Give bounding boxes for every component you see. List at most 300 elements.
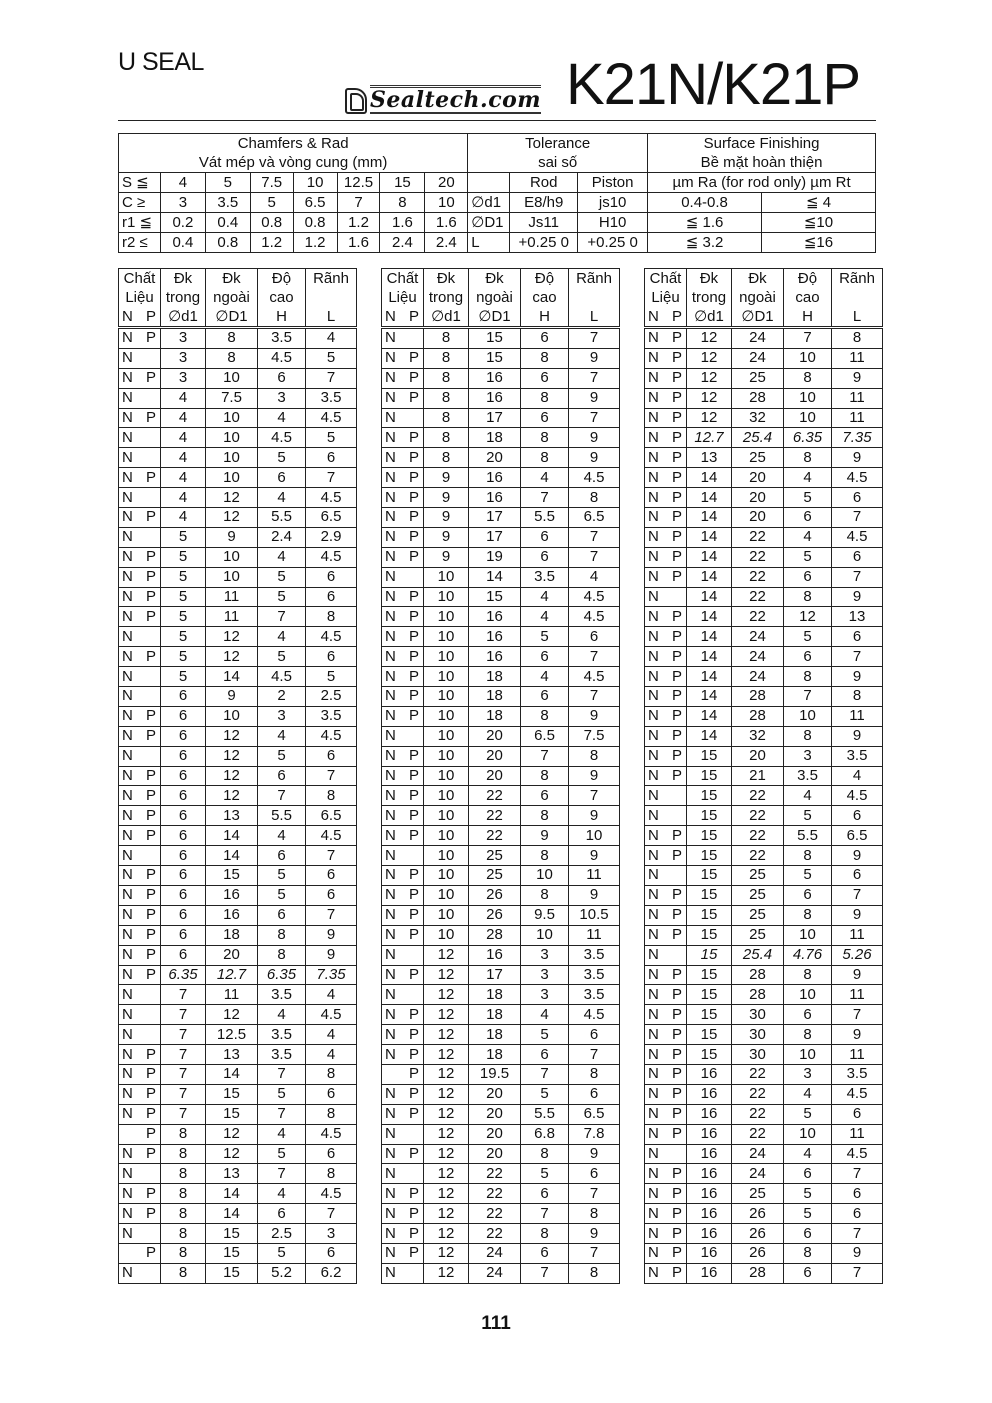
material-n: N bbox=[385, 1085, 396, 1103]
table-row bbox=[119, 866, 357, 886]
groove-length: 7 bbox=[569, 786, 620, 806]
material-n: N bbox=[122, 985, 133, 1003]
inner-diameter: 6.35 bbox=[161, 965, 206, 985]
l-header: Rãnh bbox=[832, 269, 883, 289]
logo-text: Sealtech.com bbox=[370, 87, 542, 113]
table-row bbox=[382, 806, 620, 826]
groove-length: 7 bbox=[569, 408, 620, 428]
groove-length: 4 bbox=[306, 328, 357, 349]
outer-diameter: 28 bbox=[732, 706, 784, 726]
outer-diameter: 12 bbox=[206, 1005, 258, 1025]
outer-diameter: 8 bbox=[206, 348, 258, 368]
outer-diameter: 9 bbox=[206, 527, 258, 547]
outer-diameter: 16 bbox=[469, 468, 521, 488]
height: 4 bbox=[521, 468, 569, 488]
material-cell bbox=[645, 567, 687, 587]
inner-diameter: 10 bbox=[424, 607, 469, 627]
table-row bbox=[119, 428, 357, 448]
inner-diameter: 15 bbox=[687, 925, 732, 945]
size-table-1 bbox=[118, 268, 357, 1284]
header-divider bbox=[118, 120, 876, 121]
material-cell bbox=[119, 945, 161, 965]
inner-diameter: 14 bbox=[687, 567, 732, 587]
inner-diameter: 15 bbox=[687, 866, 732, 886]
table-row bbox=[645, 627, 883, 647]
outer-diameter: 15 bbox=[469, 348, 521, 368]
inner-diameter: 12 bbox=[424, 1184, 469, 1204]
table-row bbox=[119, 607, 357, 627]
material-cell bbox=[119, 508, 161, 528]
outer-diameter: 24 bbox=[732, 1144, 784, 1164]
material-n: N bbox=[122, 786, 133, 804]
height: 6 bbox=[521, 687, 569, 707]
material-p: P bbox=[671, 767, 682, 785]
height: 7 bbox=[258, 607, 306, 627]
height: 4 bbox=[258, 826, 306, 846]
surface-rt-value: ≦16 bbox=[762, 233, 876, 253]
height: 6.35 bbox=[784, 428, 832, 448]
height: 8 bbox=[784, 587, 832, 607]
table-row bbox=[119, 1124, 357, 1144]
outer-diameter: 19.5 bbox=[469, 1064, 521, 1084]
material-p: P bbox=[145, 548, 156, 566]
height: 4 bbox=[521, 667, 569, 687]
height: 5.5 bbox=[521, 1104, 569, 1124]
groove-length: 4 bbox=[832, 766, 883, 786]
d1-header: Đk bbox=[424, 269, 469, 289]
inner-diameter: 9 bbox=[424, 468, 469, 488]
height: 2.4 bbox=[258, 527, 306, 547]
height: 8 bbox=[784, 965, 832, 985]
outer-diameter: 22 bbox=[732, 806, 784, 826]
table-row bbox=[382, 368, 620, 388]
groove-length: 6 bbox=[832, 806, 883, 826]
outer-diameter: 12 bbox=[206, 746, 258, 766]
groove-length: 7 bbox=[832, 647, 883, 667]
groove-length: 11 bbox=[832, 1124, 883, 1144]
table-row bbox=[645, 746, 883, 766]
inner-diameter: 10 bbox=[424, 786, 469, 806]
height: 6 bbox=[521, 527, 569, 547]
material-n: N bbox=[648, 647, 659, 665]
material-n: N bbox=[648, 1025, 659, 1043]
height: 4 bbox=[258, 1124, 306, 1144]
table-row bbox=[645, 806, 883, 826]
height: 7 bbox=[258, 1064, 306, 1084]
material-p: P bbox=[145, 886, 156, 904]
material-cell bbox=[645, 1045, 687, 1065]
material-n: N bbox=[122, 965, 133, 983]
table-row bbox=[645, 687, 883, 707]
table-row bbox=[382, 1144, 620, 1164]
outer-diameter: 12 bbox=[206, 508, 258, 528]
table-row bbox=[119, 1025, 357, 1045]
chamfer-value: 5 bbox=[205, 173, 250, 193]
material-p: P bbox=[408, 1085, 419, 1103]
inner-diameter: 15 bbox=[687, 965, 732, 985]
material-n: N bbox=[385, 568, 396, 586]
groove-length: 6.5 bbox=[306, 806, 357, 826]
sealtech-logo-icon bbox=[345, 88, 367, 114]
groove-length: 6 bbox=[306, 567, 357, 587]
material-p: P bbox=[408, 1184, 419, 1202]
material-n: N bbox=[122, 1045, 133, 1063]
material-cell bbox=[382, 826, 424, 846]
tolerance-value: H10 bbox=[578, 213, 648, 233]
height: 4.5 bbox=[258, 428, 306, 448]
material-n: N bbox=[385, 866, 396, 884]
column-header-row bbox=[382, 307, 620, 328]
groove-length: 8 bbox=[306, 786, 357, 806]
table-row bbox=[382, 687, 620, 707]
material-n: N bbox=[122, 1144, 133, 1162]
material-n: N bbox=[122, 806, 133, 824]
model-title: K21N/K21P bbox=[566, 52, 861, 117]
height: 8 bbox=[521, 348, 569, 368]
material-p: P bbox=[671, 428, 682, 446]
material-cell bbox=[645, 746, 687, 766]
outer-diameter: 22 bbox=[469, 1184, 521, 1204]
material-n: N bbox=[385, 409, 396, 426]
d1-header: trong bbox=[687, 288, 732, 307]
material-cell bbox=[119, 1064, 161, 1084]
material-cell bbox=[119, 687, 161, 707]
material-n: N bbox=[648, 468, 659, 486]
material-n: N bbox=[385, 627, 396, 645]
material-p: P bbox=[408, 1224, 419, 1242]
inner-diameter: 10 bbox=[424, 746, 469, 766]
inner-diameter: 10 bbox=[424, 905, 469, 925]
outer-diameter: 22 bbox=[732, 786, 784, 806]
material-cell bbox=[382, 726, 424, 746]
inner-diameter: 6 bbox=[161, 866, 206, 886]
table-row bbox=[119, 1243, 357, 1263]
outer-diameter: 12 bbox=[206, 786, 258, 806]
outer-diameter: 16 bbox=[206, 885, 258, 905]
outer-diameter: 13 bbox=[206, 1045, 258, 1065]
outer-diameter: 22 bbox=[732, 1104, 784, 1124]
outer-diameter: 22 bbox=[732, 1064, 784, 1084]
inner-diameter: 8 bbox=[424, 368, 469, 388]
chamfer-value: 2.4 bbox=[425, 233, 468, 253]
material-code-header: P bbox=[671, 308, 682, 325]
material-p: P bbox=[408, 926, 419, 944]
d1-header: ∅D1 bbox=[732, 307, 784, 328]
inner-diameter: 5 bbox=[161, 647, 206, 667]
groove-length: 6 bbox=[832, 547, 883, 567]
table-row bbox=[119, 627, 357, 647]
inner-diameter: 10 bbox=[424, 667, 469, 687]
h-header: Độ bbox=[521, 269, 569, 289]
groove-length: 3.5 bbox=[306, 388, 357, 408]
inner-diameter: 16 bbox=[687, 1164, 732, 1184]
material-cell bbox=[645, 667, 687, 687]
table-row bbox=[119, 786, 357, 806]
material-cell bbox=[119, 905, 161, 925]
height: 8 bbox=[521, 388, 569, 408]
material-cell bbox=[645, 647, 687, 667]
table-row bbox=[382, 1164, 620, 1184]
spec-row bbox=[119, 233, 876, 253]
material-n: N bbox=[648, 369, 659, 387]
inner-diameter: 10 bbox=[424, 706, 469, 726]
outer-diameter: 12 bbox=[206, 647, 258, 667]
table-row bbox=[119, 508, 357, 528]
material-n: N bbox=[385, 926, 396, 944]
size-table-3 bbox=[644, 268, 883, 1284]
material-cell bbox=[645, 388, 687, 408]
material-cell bbox=[645, 965, 687, 985]
material-cell bbox=[645, 547, 687, 567]
material-p: P bbox=[408, 687, 419, 705]
height: 7 bbox=[521, 1064, 569, 1084]
outer-diameter: 24 bbox=[732, 1164, 784, 1184]
height: 8 bbox=[784, 368, 832, 388]
table-row bbox=[119, 567, 357, 587]
inner-diameter: 14 bbox=[687, 547, 732, 567]
material-cell bbox=[645, 766, 687, 786]
groove-length: 3.5 bbox=[569, 945, 620, 965]
material-p: P bbox=[408, 389, 419, 407]
material-n: N bbox=[648, 428, 659, 446]
surface-subtitle: Bề mặt hoàn thiện bbox=[700, 154, 823, 171]
material-n: N bbox=[385, 468, 396, 486]
material-cell bbox=[645, 806, 687, 826]
groove-length: 7 bbox=[306, 766, 357, 786]
height: 3 bbox=[258, 706, 306, 726]
groove-length: 11 bbox=[832, 388, 883, 408]
table-row bbox=[119, 706, 357, 726]
table-row bbox=[382, 627, 620, 647]
material-n: N bbox=[648, 965, 659, 983]
height: 5 bbox=[784, 488, 832, 508]
groove-length: 7 bbox=[569, 527, 620, 547]
material-p: P bbox=[671, 906, 682, 924]
height: 10 bbox=[784, 706, 832, 726]
material-n: N bbox=[648, 1264, 659, 1282]
groove-length: 6 bbox=[569, 627, 620, 647]
inner-diameter: 15 bbox=[687, 746, 732, 766]
height: 6 bbox=[521, 647, 569, 667]
height: 10 bbox=[784, 348, 832, 368]
material-p: P bbox=[145, 965, 156, 983]
outer-diameter: 22 bbox=[732, 547, 784, 567]
groove-length: 3.5 bbox=[569, 965, 620, 985]
height: 10 bbox=[521, 866, 569, 886]
material-cell bbox=[382, 905, 424, 925]
material-n: N bbox=[648, 389, 659, 407]
inner-diameter: 6 bbox=[161, 846, 206, 866]
groove-length: 7 bbox=[832, 885, 883, 905]
material-n: N bbox=[385, 727, 396, 745]
table-row bbox=[382, 567, 620, 587]
tolerance-label bbox=[468, 173, 510, 193]
height: 4 bbox=[258, 408, 306, 428]
groove-length: 10 bbox=[569, 826, 620, 846]
outer-diameter: 26 bbox=[469, 885, 521, 905]
groove-length: 4 bbox=[306, 1045, 357, 1065]
material-p: P bbox=[408, 886, 419, 904]
outer-diameter: 12 bbox=[206, 1124, 258, 1144]
table-row bbox=[382, 1104, 620, 1124]
height: 5 bbox=[258, 746, 306, 766]
height: 7 bbox=[258, 1104, 306, 1124]
table-row bbox=[645, 726, 883, 746]
surface-header-units: µm Ra (for rod only) µm Rt bbox=[648, 173, 876, 193]
material-cell bbox=[645, 1084, 687, 1104]
table-row bbox=[119, 746, 357, 766]
inner-diameter: 6 bbox=[161, 905, 206, 925]
material-n: N bbox=[648, 946, 659, 964]
height: 8 bbox=[784, 905, 832, 925]
height: 5 bbox=[258, 647, 306, 667]
material-code-header: N bbox=[648, 308, 659, 325]
table-row bbox=[645, 965, 883, 985]
chamfer-value: 1.6 bbox=[337, 233, 380, 253]
groove-length: 9 bbox=[306, 925, 357, 945]
inner-diameter: 10 bbox=[424, 587, 469, 607]
inner-diameter: 12 bbox=[424, 1224, 469, 1244]
h-header: H bbox=[521, 307, 569, 328]
material-n: N bbox=[122, 687, 133, 705]
height: 5.5 bbox=[258, 806, 306, 826]
table-row bbox=[645, 985, 883, 1005]
material-header bbox=[119, 307, 161, 328]
d1-header: ngoài bbox=[469, 288, 521, 307]
height: 10 bbox=[784, 1124, 832, 1144]
outer-diameter: 26 bbox=[732, 1204, 784, 1224]
height: 7 bbox=[521, 488, 569, 508]
material-cell bbox=[645, 1064, 687, 1084]
groove-length: 6 bbox=[306, 885, 357, 905]
groove-length: 8 bbox=[569, 746, 620, 766]
outer-diameter: 20 bbox=[469, 1124, 521, 1144]
material-n: N bbox=[122, 1164, 133, 1182]
height: 4 bbox=[784, 468, 832, 488]
surface-ra-value: 0.4-0.8 bbox=[648, 193, 762, 213]
material-n: N bbox=[385, 329, 396, 347]
material-cell bbox=[119, 826, 161, 846]
outer-diameter: 24 bbox=[732, 667, 784, 687]
outer-diameter: 16 bbox=[206, 905, 258, 925]
outer-diameter: 16 bbox=[469, 488, 521, 508]
groove-length: 9 bbox=[569, 1144, 620, 1164]
groove-length: 3.5 bbox=[306, 706, 357, 726]
groove-length: 8 bbox=[569, 1064, 620, 1084]
table-row bbox=[645, 468, 883, 488]
material-p: P bbox=[145, 1184, 156, 1202]
chamfer-value: 3.5 bbox=[205, 193, 250, 213]
inner-diameter: 12 bbox=[424, 1164, 469, 1184]
material-header: Liệu bbox=[645, 288, 687, 307]
material-cell bbox=[382, 388, 424, 408]
chamfer-value: 0.8 bbox=[250, 213, 293, 233]
material-p: P bbox=[408, 965, 419, 983]
d1-header: Đk bbox=[732, 269, 784, 289]
material-n: N bbox=[648, 1105, 659, 1123]
material-n: N bbox=[648, 329, 659, 347]
material-n: N bbox=[648, 727, 659, 745]
chamfer-value: 7.5 bbox=[250, 173, 293, 193]
groove-length: 8 bbox=[569, 488, 620, 508]
material-cell bbox=[119, 885, 161, 905]
outer-diameter: 28 bbox=[469, 925, 521, 945]
table-row bbox=[382, 1025, 620, 1045]
material-p: P bbox=[671, 727, 682, 745]
material-n: N bbox=[648, 409, 659, 426]
material-cell bbox=[382, 348, 424, 368]
tolerance-label: ∅d1 bbox=[468, 193, 510, 213]
material-cell bbox=[382, 1025, 424, 1045]
outer-diameter: 10 bbox=[206, 428, 258, 448]
material-n: N bbox=[648, 508, 659, 526]
height: 6 bbox=[784, 1005, 832, 1025]
material-n: N bbox=[122, 707, 133, 725]
tolerance-subtitle: sai số bbox=[538, 154, 578, 171]
d1-header: trong bbox=[424, 288, 469, 307]
height: 3 bbox=[784, 1064, 832, 1084]
outer-diameter: 12 bbox=[206, 488, 258, 508]
table-row bbox=[382, 667, 620, 687]
material-cell bbox=[645, 846, 687, 866]
height: 8 bbox=[258, 945, 306, 965]
material-n: N bbox=[648, 1125, 659, 1143]
groove-length: 4.5 bbox=[569, 587, 620, 607]
material-n: N bbox=[122, 448, 133, 466]
inner-diameter: 12 bbox=[424, 1124, 469, 1144]
material-n: N bbox=[648, 985, 659, 1003]
outer-diameter: 20 bbox=[732, 488, 784, 508]
table-row bbox=[645, 1204, 883, 1224]
height: 7 bbox=[521, 1204, 569, 1224]
height: 10 bbox=[784, 388, 832, 408]
table-row bbox=[645, 1224, 883, 1244]
chamfer-value: 8 bbox=[380, 193, 425, 213]
material-cell bbox=[119, 786, 161, 806]
table-row bbox=[382, 826, 620, 846]
inner-diameter: 7 bbox=[161, 1104, 206, 1124]
table-row bbox=[645, 567, 883, 587]
material-cell bbox=[645, 348, 687, 368]
groove-length: 7 bbox=[569, 368, 620, 388]
d1-header: ngoài bbox=[732, 288, 784, 307]
material-n: N bbox=[648, 866, 659, 884]
material-cell bbox=[382, 965, 424, 985]
material-p: P bbox=[671, 1045, 682, 1063]
column-header-row bbox=[382, 288, 620, 307]
material-n: N bbox=[122, 349, 133, 367]
table-row bbox=[645, 846, 883, 866]
material-n: N bbox=[385, 1204, 396, 1222]
material-cell bbox=[382, 607, 424, 627]
inner-diameter: 10 bbox=[424, 567, 469, 587]
material-p: P bbox=[671, 1244, 682, 1262]
material-n: N bbox=[385, 448, 396, 466]
table-row bbox=[645, 1005, 883, 1025]
material-cell bbox=[645, 1025, 687, 1045]
height: 7 bbox=[784, 328, 832, 349]
h-header: cao bbox=[521, 288, 569, 307]
chamfer-value: 1.2 bbox=[293, 233, 337, 253]
material-n: N bbox=[385, 647, 396, 665]
material-cell bbox=[645, 488, 687, 508]
material-cell bbox=[119, 448, 161, 468]
chamfer-value: 20 bbox=[425, 173, 468, 193]
material-p: P bbox=[671, 1164, 682, 1182]
tolerance-label: L bbox=[468, 233, 510, 253]
material-p: P bbox=[671, 1085, 682, 1103]
outer-diameter: 15 bbox=[206, 1243, 258, 1263]
